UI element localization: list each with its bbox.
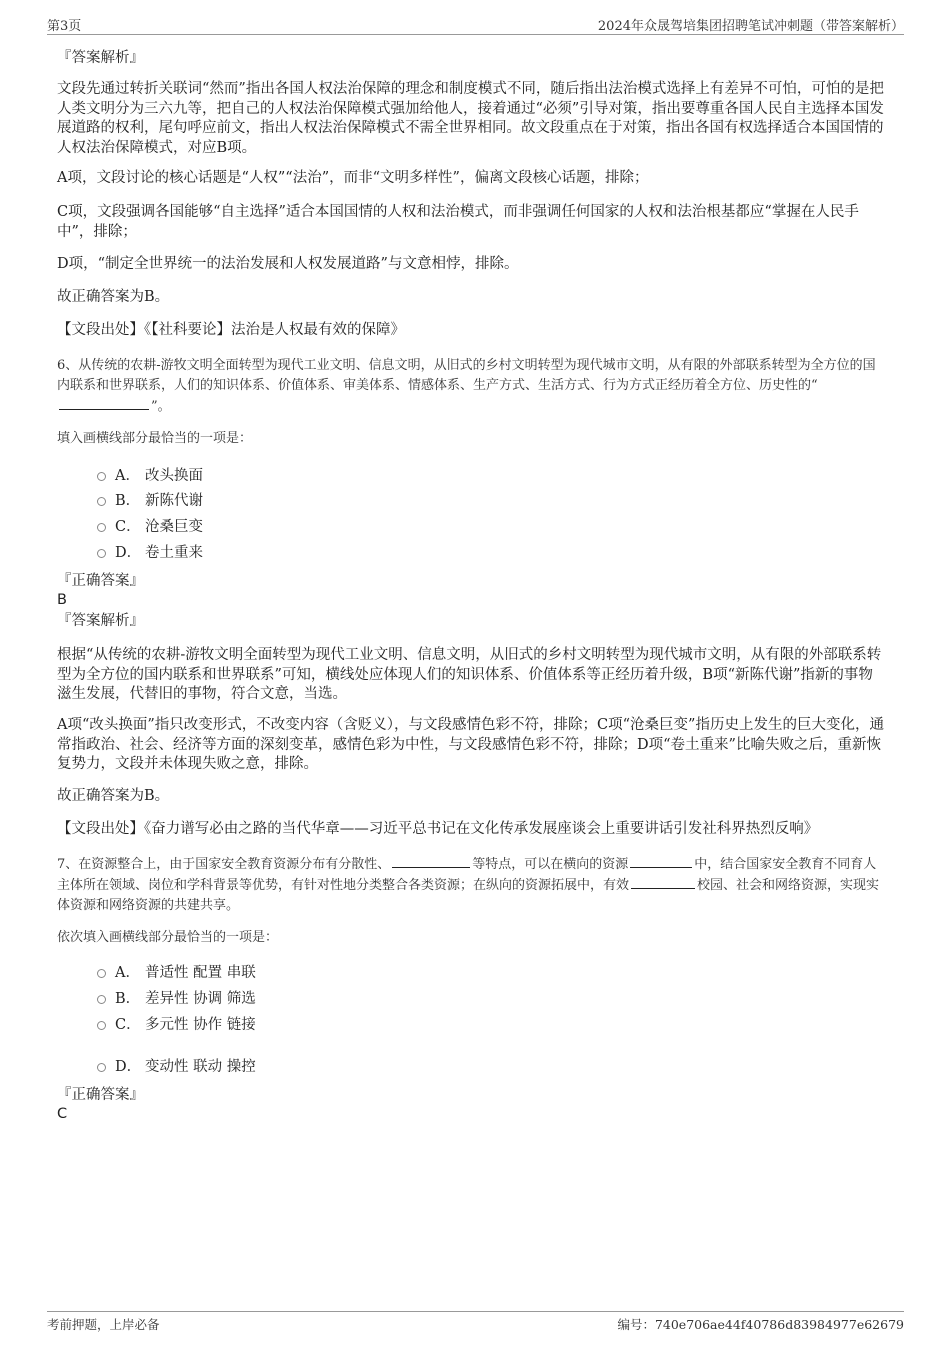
answer-blank: [631, 875, 695, 889]
q6-correct-answer: B: [57, 592, 67, 608]
q6-option-c[interactable]: [97, 517, 203, 537]
document-id: 编号：740e706ae44f40786d83984977e62679: [617, 1317, 904, 1332]
option-key: D．: [115, 1059, 142, 1075]
radio-icon[interactable]: [97, 472, 106, 481]
q5-source: 【文段出处】《【社科要论】法治是人权最有效的保障》: [57, 322, 405, 338]
q7-correct-answer: C: [57, 1106, 68, 1122]
radio-icon[interactable]: [97, 1021, 106, 1030]
document-title: 2024年众晟驾培集团招聘笔试冲刺题（带答案解析）: [597, 19, 904, 34]
option-key: C．: [115, 519, 141, 535]
q7-stem-text: 中，结合国家安全教育不同育人主体所在领域、岗位和学科背景等优势，有针对性地分类整合各类资源；在纵向的资源拓展中，有效: [57, 857, 877, 893]
q7-option-d[interactable]: [97, 1057, 256, 1077]
q6-conclusion: 故正确答案为B。: [57, 788, 170, 804]
option-text: 多元性 协作 链接: [145, 1017, 256, 1033]
radio-icon[interactable]: [97, 497, 106, 506]
q6-option-a[interactable]: [97, 466, 203, 486]
q5-analysis-label: 『答案解析』: [57, 50, 144, 66]
q6-option-d[interactable]: [97, 543, 203, 563]
page-number: 第3页: [47, 19, 82, 34]
radio-icon[interactable]: [97, 549, 106, 558]
option-key: A．: [115, 965, 140, 981]
q7-stem-text: 等特点，可以在横向的资源: [472, 857, 629, 872]
footer-slogan: 考前押题，上岸必备: [47, 1317, 160, 1332]
page-footer: [47, 1311, 904, 1336]
q6-analysis-label: 『答案解析』: [57, 613, 144, 629]
option-key: D．: [115, 545, 142, 561]
radio-icon[interactable]: [97, 995, 106, 1004]
option-text: 卷土重来: [145, 545, 203, 561]
option-text: 改头换面: [145, 468, 203, 484]
q5-analysis-para: A项，文段讨论的核心话题是“人权”“法治”，而非“文明多样性”，偏离文段核心话题，排除；: [57, 170, 649, 186]
q7-correct-label: 『正确答案』: [57, 1087, 144, 1103]
q6-analysis-para: 根据“从传统的农耕-游牧文明全面转型为现代工业文明、信息文明，从旧式的乡村文明转型为现代城市文明，从有限的外部联系转型为全方位的国内联系和世界联系”可知，横线处应体现人们的知识体系、价值体系等正经历着升级，B项“新陈代谢”指新的事物滋生发展，代替旧的事物，符合文意，当选。: [57, 647, 882, 702]
option-key: A．: [115, 468, 140, 484]
q6-stem-text: ”。: [151, 399, 171, 414]
q5-analysis-para: 文段先通过转折关联词“然而”指出各国人权法治保障的理念和制度模式不同，随后指出法治模式选择上有差异不可怕，可怕的是把人类文明分为三六九等，把自己的人权法治保障模式强加给他人，接着通过“必须”引导对策，指出要尊重各国人民自主选择本国发展道路的权利，尾句呼应前文，指出人权法治保障模式不需全世界相同。故文段重点在于对策，指出各国有权选择适合本国国情的人权法治保障模式，对应B项。: [57, 81, 884, 156]
q7-option-a[interactable]: [97, 963, 256, 983]
q6-analysis-para: A项“改头换面”指只改变形式，不改变内容（含贬义），与文段感情色彩不符，排除；C项“沧桑巨变”指历史上发生的巨大变化，通常指政治、社会、经济等方面的深刻变革，感情色彩为中性，与文段感情色彩不符，排除；D项“卷土重来”比喻失败之后，重新恢复势力，文段并未体现失败之意，排除。: [57, 717, 884, 772]
radio-icon[interactable]: [97, 1063, 106, 1072]
q7-option-c[interactable]: [97, 1015, 256, 1035]
option-key: C．: [115, 1017, 141, 1033]
option-key: B．: [115, 493, 141, 509]
option-text: 沧桑巨变: [145, 519, 203, 535]
q7-option-b[interactable]: [97, 989, 256, 1009]
q7-stem: [57, 854, 887, 916]
option-key: B．: [115, 991, 141, 1007]
option-text: 差异性 协调 筛选: [145, 991, 256, 1007]
q6-stem: [57, 356, 887, 417]
option-text: 变动性 联动 操控: [145, 1059, 256, 1075]
q7-stem-text: 校园、社会和网络资源，实现实体资源和网络资源的共建共享。: [57, 878, 880, 913]
q5-conclusion: 故正确答案为B。: [57, 289, 170, 305]
q5-analysis-para: C项，文段强调各国能够“自主选择”适合本国国情的人权和法治模式，而非强调任何国家的人权和法治根基都应“掌握在人民手中”，排除；: [57, 204, 859, 240]
option-text: 普适性 配置 串联: [145, 965, 256, 981]
option-text: 新陈代谢: [145, 493, 203, 509]
q5-analysis-para: D项，“制定全世界统一的法治发展和人权发展道路”与文意相悖，排除。: [57, 256, 519, 272]
q6-stem-text: 6、从传统的农耕-游牧文明全面转型为现代工业文明、信息文明，从旧式的乡村文明转型为现代城市文明，从有限的外部联系转型为全方位的国内联系和世界联系，人们的知识体系、价值体系、审美体系、情感体系、生产方式、生活方式、行为方式正经历着全方位、历史性的“: [57, 358, 876, 393]
q7-stem-text: 7、在资源整合上，由于国家安全教育资源分布有分散性、: [57, 857, 391, 872]
q6-prompt: 填入画横线部分最恰当的一项是：: [57, 431, 253, 446]
q6-correct-label: 『正确答案』: [57, 573, 144, 589]
answer-blank: [59, 396, 149, 410]
page-header: [47, 14, 904, 35]
radio-icon[interactable]: [97, 523, 106, 532]
q6-option-b[interactable]: [97, 491, 203, 511]
radio-icon[interactable]: [97, 969, 106, 978]
q7-prompt: 依次填入画横线部分最恰当的一项是：: [57, 930, 279, 945]
q6-source: 【文段出处】《奋力谱写必由之路的当代华章——习近平总书记在文化传承发展座谈会上重要讲话引发社科界热烈反响》: [57, 821, 819, 837]
answer-blank: [392, 854, 470, 868]
answer-blank: [630, 854, 692, 868]
